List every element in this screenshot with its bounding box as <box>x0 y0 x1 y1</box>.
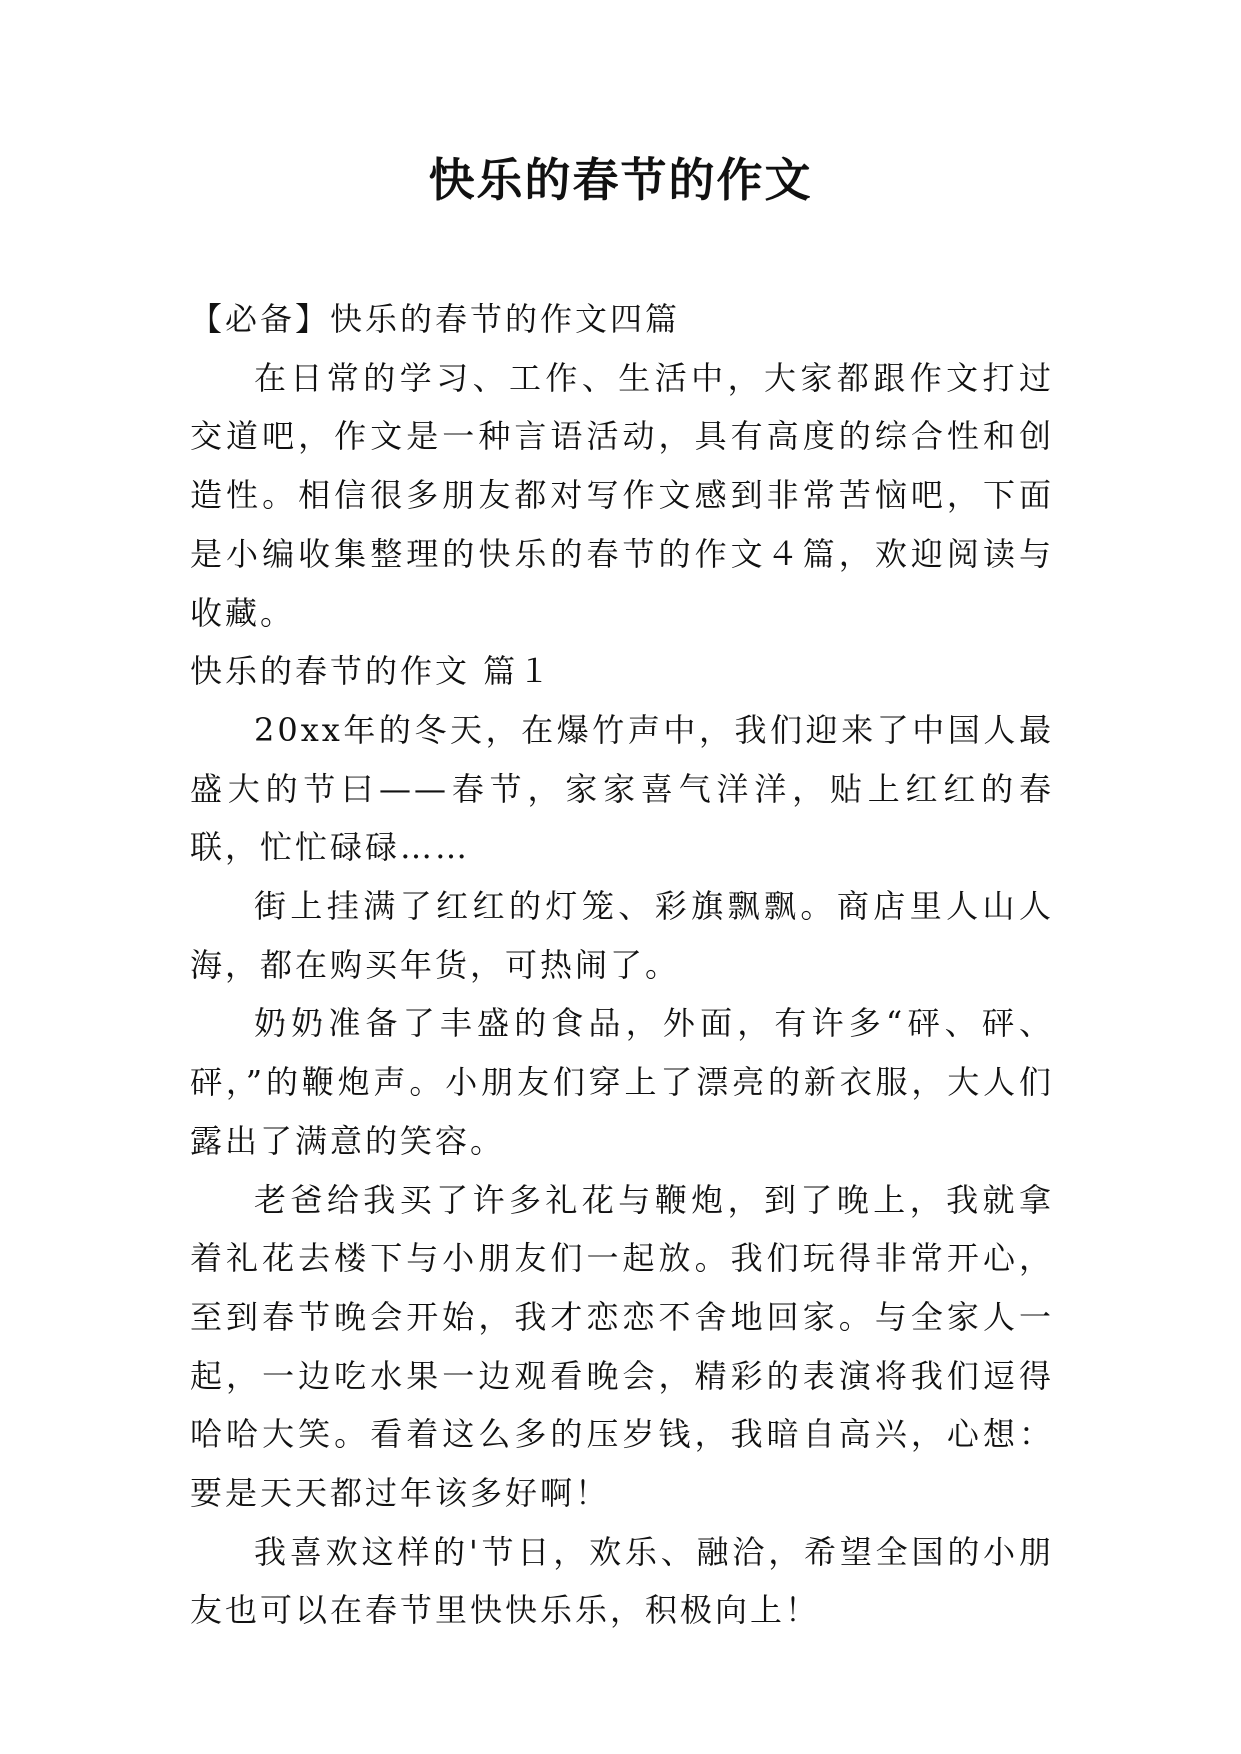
body-paragraph: 奶奶准备了丰盛的食品，外面，有许多“砰、砰、砰，”的鞭炮声。小朋友们穿上了漂亮的新衣服，大人们露出了满意的笑容。 <box>190 1004 1054 1160</box>
intro-paragraph: 在日常的学习、工作、生活中，大家都跟作文打过交道吧，作文是一种言语活动，具有高度的综合性和创造性。相信很多朋友都对写作文感到非常苦恼吧，下面是小编收集整理的快乐的春节的作文４篇，欢迎阅读与收藏。 <box>190 358 1054 632</box>
body-paragraph: 我喜欢这样的'节日，欢乐、融洽，希望全国的小朋友也可以在春节里快快乐乐，积极向上！ <box>190 1532 1054 1630</box>
subtitle-paragraph: 【必备】快乐的春节的作文四篇 <box>190 300 681 338</box>
body-paragraph: 20xx年的冬天，在爆竹声中，我们迎来了中国人最盛大的节曰——春节，家家喜气洋洋，贴上红红的春联，忙忙碌碌…… <box>190 710 1054 867</box>
document-title: 快乐的春节的作文 <box>428 153 813 207</box>
body-paragraph: 街上挂满了红红的灯笼、彩旗飘飘。商店里人山人海，都在购买年货，可热闹了。 <box>190 887 1054 984</box>
document-body <box>190 290 1054 1640</box>
body-paragraph: 老爸给我买了许多礼花与鞭炮，到了晚上，我就拿着礼花去楼下与小朋友们一起放。我们玩得非常开心，至到春节晚会开始，我才恋恋不舍地回家。与全家人一起，一边吃水果一边观看晚会，精彩的表演将我们逗得哈哈大笑。看着这么多的压岁钱，我暗自高兴，心想：要是天天都过年该多好啊！ <box>190 1180 1054 1513</box>
section-heading: 快乐的春节的作文 篇１ <box>190 652 554 691</box>
